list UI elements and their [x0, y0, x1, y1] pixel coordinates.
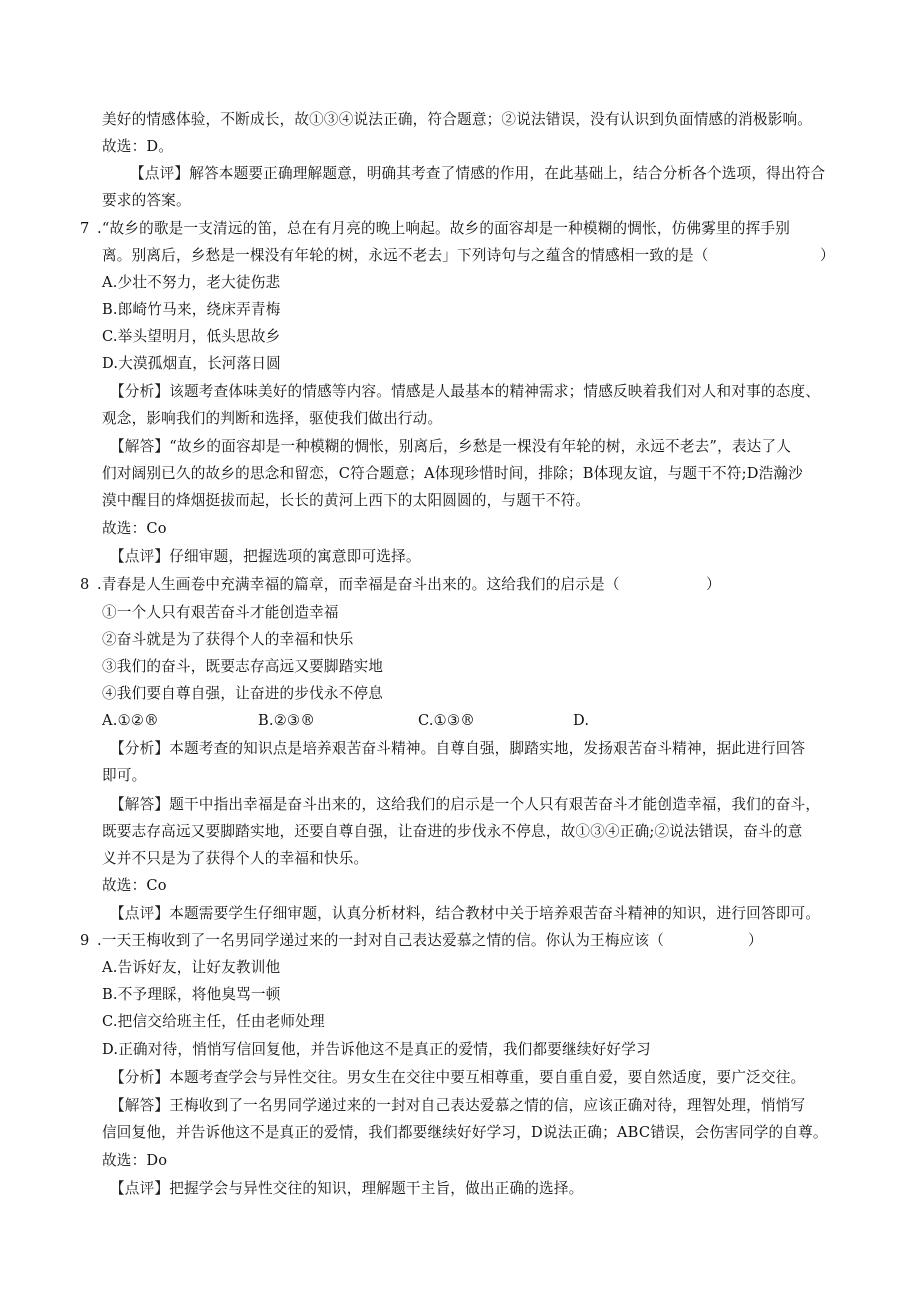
- q9-analysis-text: 本题考查学会与异性交往。男女生在交往中要互相尊重，要自重自爱，要自然适度，要广泛交往。: [169, 1069, 806, 1086]
- q8-stem-close: ）: [706, 576, 721, 593]
- comment-tag: 【点评】: [110, 1180, 170, 1197]
- q8-stem: .青春是人生画卷中充满幸福的篇章，而幸福是奋斗出来的。这给我们的启示是（: [97, 576, 620, 593]
- q7-comment: [110, 547, 421, 567]
- comment-tag: 【点评】: [130, 165, 190, 182]
- q9-comment: [110, 1179, 583, 1199]
- q8-analysis-line-2: 即可。: [102, 767, 147, 784]
- q8-solution-line-2: 既要志存高远又要脚踏实地，还要自尊自强，让奋进的步伐永不停息，故①③④正确;②说法错误，奋斗的意: [102, 823, 803, 840]
- q7-analysis-line-1: 该题考查体味美好的情感等内容。情感是人最基本的精神需求；情感反映着我们对人和对事的态度、: [169, 383, 821, 400]
- q7-answer: 故选：Co: [102, 520, 167, 537]
- q7-solution-line-1: “故乡的面容却是一种模糊的惆怅，别离后，乡愁是一棵没有年轮的树，永远不老去”，表达了人: [169, 438, 792, 455]
- solution-tag: 【解答】: [110, 1097, 170, 1114]
- q7-option-c: C.举头望明月，低头思故乡: [102, 328, 281, 345]
- analysis-tag: 【分析】: [110, 383, 170, 400]
- q7-option-a: A.少壮不努力，老大徒伤悲: [102, 274, 281, 291]
- q8-comment: [110, 904, 820, 924]
- q7-solution-line-3: 漠中醒目的烽烟挺拔而起，长长的黄河上西下的太阳圆圆的，与题干不符。: [102, 492, 591, 509]
- q8-option-c: C.①③®: [418, 712, 476, 729]
- q6-explanation-line: 美好的情感体验，不断成长，故①③④说法正确，符合题意；②说法错误，没有认识到负面情感的消极影响。: [102, 111, 813, 128]
- q8-option-a: A.①②®: [102, 712, 159, 729]
- q8-analysis: [110, 739, 805, 759]
- q6-comment: [130, 164, 825, 184]
- q7-option-d: D.大漠孤烟直，长河落日圆: [102, 355, 281, 372]
- q9-option-b: B.不予理睬，将他臭骂一顿: [102, 986, 281, 1003]
- q8-option-d: D.: [573, 712, 590, 729]
- q7-comment-text: 仔细审题，把握选项的寓意即可选择。: [169, 548, 421, 565]
- q8-item-2: ②奋斗就是为了获得个人的幸福和快乐: [102, 631, 354, 648]
- solution-tag: 【解答】: [110, 796, 170, 813]
- q9-option-d: D.正确对待，悄悄写信回复他，并告诉他这不是真正的爱情，我们都要继续好好学习: [102, 1041, 651, 1058]
- comment-tag: 【点评】: [110, 548, 170, 565]
- q9-stem: .一天王梅收到了一名男同学递过来的一封对自己表达爱慕之情的信。你认为王梅应该（: [97, 932, 665, 949]
- q9-answer: 故选：Do: [102, 1152, 168, 1169]
- comment-tag: 【点评】: [110, 905, 170, 922]
- q7-analysis: [110, 382, 820, 402]
- q8-solution-line-3: 义并不只是为了获得个人的幸福和快乐。: [102, 850, 369, 867]
- q8-solution: [110, 795, 820, 815]
- analysis-tag: 【分析】: [110, 1069, 170, 1086]
- q7-stem-line-1: .“故乡的歌是一支清远的笛，总在有月亮的晚上响起。故乡的面容却是一种模糊的惆怅，仿佛雾里的挥手别: [97, 220, 791, 237]
- q8-number: 8: [80, 576, 90, 593]
- q9-stem-close: ）: [748, 932, 763, 949]
- q9-solution-line-1: 王梅收到了一名男同学递过来的一封对自己表达爱慕之情的信，应该正确对待，理智处理，悄悄写: [169, 1097, 806, 1114]
- q8-comment-text: 本题需要学生仔细审题，认真分析材料，结合教材中关于培养艰苦奋斗精神的知识，进行回答即可。: [169, 905, 821, 922]
- q7-number: 7: [80, 220, 90, 237]
- q6-comment-line-1: 解答本题要正确理解题意，明确其考查了情感的作用，在此基础上，结合分析各个选项，得出符合: [189, 165, 826, 182]
- q8-option-b: B.②③®: [258, 712, 316, 729]
- q9-number: 9: [80, 932, 90, 949]
- q7-stem-close: ）: [820, 247, 835, 264]
- q7-solution: [110, 437, 791, 457]
- q8-item-3: ③我们的奋斗，既要志存高远又要脚踏实地: [102, 658, 384, 675]
- q6-comment-line-2: 要求的答案。: [102, 192, 191, 209]
- q9-solution-line-2: 信回复他，并告诉他这不是真正的爱情，我们都要继续好好学习，D说法正确；ABC错误，会伤害同学的自尊。: [102, 1124, 828, 1141]
- q8-analysis-line-1: 本题考查的知识点是培养艰苦奋斗精神。自尊自强，脚踏实地，发扬艰苦奋斗精神，据此进行回答: [169, 740, 806, 757]
- q9-option-a: A.告诉好友，让好友教训他: [102, 959, 281, 976]
- q7-solution-line-2: 们对阔别已久的故乡的思念和留恋，C符合题意；A体现珍惜时间，排除；B体现友谊，与题干不符;D浩瀚沙: [102, 465, 803, 482]
- q8-item-4: ④我们要自尊自强，让奋进的步伐永不停息: [102, 685, 384, 702]
- q6-answer: 故选：D。: [102, 138, 174, 155]
- q9-option-c: C.把信交给班主任，任由老师处理: [102, 1013, 325, 1030]
- solution-tag: 【解答】: [110, 438, 170, 455]
- analysis-tag: 【分析】: [110, 740, 170, 757]
- q7-option-b: B.郎崎竹马来，绕床弄青梅: [102, 301, 281, 318]
- q7-analysis-line-2: 观念，影响我们的判断和选择，驱使我们做出行动。: [102, 410, 443, 427]
- q8-item-1: ①一个人只有艰苦奋斗才能创造幸福: [102, 604, 339, 621]
- q8-answer: 故选：Co: [102, 877, 167, 894]
- q7-stem-line-2: 离。别离后，乡愁是一棵没有年轮的树，永远不老去」下列诗句与之蕴含的情感相一致的是（: [102, 247, 709, 264]
- q9-comment-text: 把握学会与异性交往的知识，理解题干主旨，做出正确的选择。: [169, 1180, 584, 1197]
- q9-analysis: [110, 1068, 805, 1088]
- q9-solution: [110, 1096, 805, 1116]
- q8-solution-line-1: 题干中指出幸福是奋斗出来的，这给我们的启示是一个人只有艰苦奋斗才能创造幸福，我们的奋斗，: [169, 796, 821, 813]
